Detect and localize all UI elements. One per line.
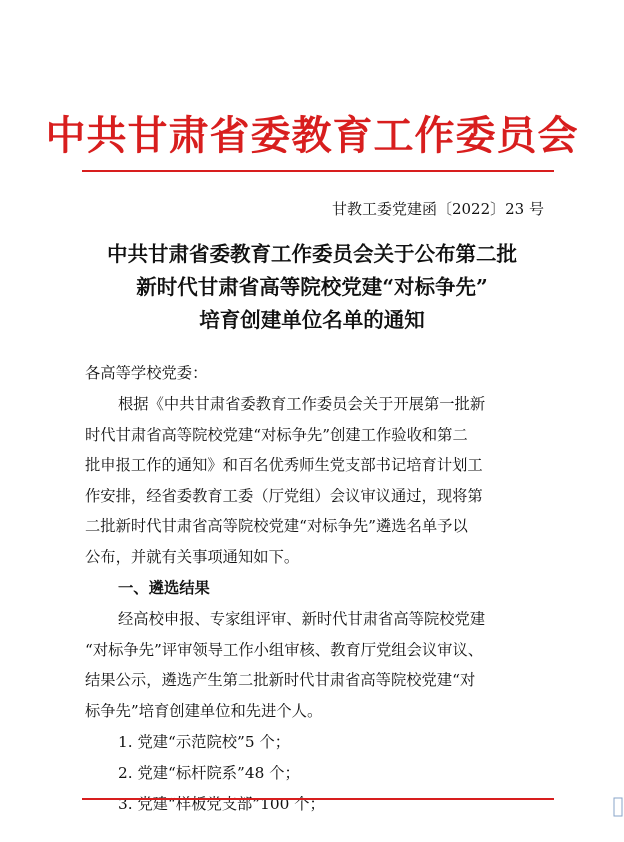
document-title-line-1: 中共甘肃省委教育工作委员会关于公布第二批 [107,242,517,266]
paragraph-1-line: 根据《中共甘肃省委教育工作委员会关于开展第一批新 [118,395,486,413]
paragraph-1-line: 时代甘肃省高等院校党建“对标争先”创建工作验收和第二 [85,426,468,444]
paragraph-2-line: 经高校申报、专家组评审、新时代甘肃省高等院校党建 [118,610,486,628]
page-corner-icon [612,796,624,818]
section-heading-selection-results: 一、遴选结果 [118,579,210,597]
issuer-header: 中共甘肃省委教育工作委员会 [45,112,579,159]
document-number: 甘教工委党建函〔2022〕23 号 [331,200,544,218]
paragraph-1-line: 作安排，经省委教育工委（厅党组）会议审议通过，现将第 [85,487,483,505]
red-divider-bottom [82,798,554,800]
document-title-line-2: 新时代甘肃省高等院校党建“对标争先” [136,275,488,299]
document-title-line-3: 培育创建单位名单的通知 [199,308,425,332]
list-item: 1. 党建“示范院校”5 个； [118,733,291,751]
paragraph-2-line: 结果公示，遴选产生第二批新时代甘肃省高等院校党建“对 [85,671,476,689]
list-item: 2. 党建“标杆院系”48 个； [118,764,300,782]
paragraph-1-line: 二批新时代甘肃省高等院校党建“对标争先”遴选名单予以 [85,517,468,535]
paragraph-1-line: 公布，并就有关事项通知如下。 [85,548,300,566]
red-divider-top [82,170,554,172]
paragraph-2-line: “对标争先”评审领导工作小组审核、教育厅党组会议审议、 [85,641,484,659]
paragraph-1-line: 批申报工作的通知》和百名优秀师生党支部书记培育计划工 [85,456,483,474]
salutation: 各高等学校党委： [85,364,208,382]
paragraph-2-line: 标争先”培育创建单位和先进个人。 [85,702,323,720]
list-item: 3. 党建“样板党支部”100 个； [118,795,325,813]
